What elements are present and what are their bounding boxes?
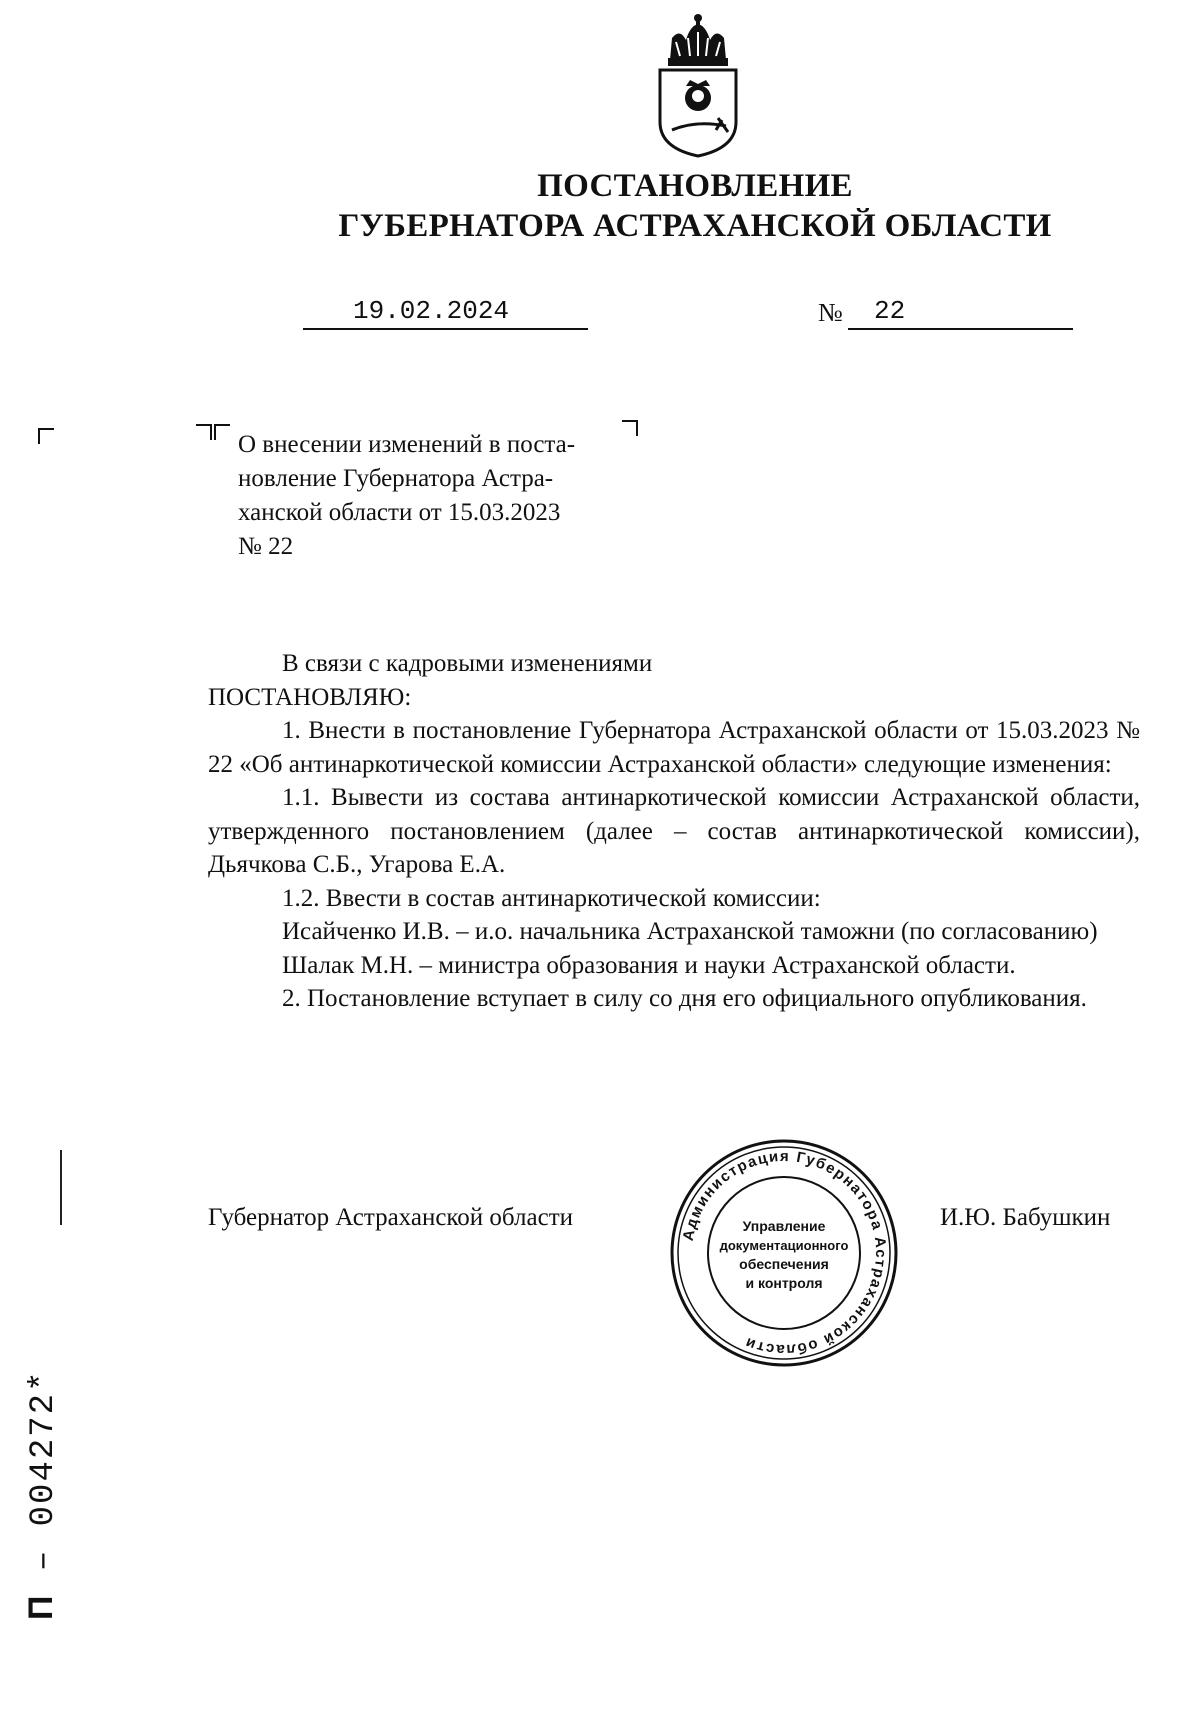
seal-center-line: обеспечения: [739, 1256, 829, 1272]
subject-line: ханской области от 15.03.2023: [238, 499, 561, 526]
body-paragraph: Шалак М.Н. – министра образования и науки Астраханской области.: [282, 951, 1016, 979]
margin-registration-code: [22, 1370, 63, 1620]
seal-center-line: документационного: [719, 1238, 849, 1253]
subject-line: О внесении изменений в поста-: [238, 431, 576, 458]
subject-line: новление Губернатора Астра-: [238, 465, 554, 492]
body-paragraph: ПОСТАНОВЛЯЮ:: [208, 683, 412, 711]
corner-mark-left: [38, 428, 54, 444]
svg-text:Администрация Губернатора Астр: [680, 1148, 889, 1358]
signer-name: И.Ю. Бабушкин: [940, 1204, 1111, 1231]
document-title-line1: ПОСТАНОВЛЕНИЕ: [537, 168, 853, 204]
document-date: 19.02.2024: [353, 296, 510, 326]
document-subject: [238, 428, 618, 564]
corner-mark-subject-left-a: [196, 424, 212, 440]
document-number: 22: [874, 296, 906, 326]
seal-center-line: и контроля: [745, 1275, 823, 1291]
date-field: [303, 296, 588, 330]
number-label: №: [818, 298, 843, 327]
subject-line: № 22: [238, 533, 294, 560]
number-field: [848, 296, 1073, 330]
body-paragraph: 1. Внести в постановление Губернатора Астраханской области от 15.03.2023 № 22 «Об антинаркотической комиссии Астраханской области» следующие изменения:: [208, 717, 1140, 778]
body-paragraph: 1.1. Вывести из состава антинаркотической комиссии Астраханской области, утвержденного постановлением (далее – состав антинаркотической комиссии), Дьячкова С.Б., Угарова Е.А.: [208, 784, 1140, 878]
seal-center-line: Управление: [742, 1218, 826, 1234]
body-paragraph: 1.2. Ввести в состав антинаркотической комиссии:: [282, 884, 821, 912]
body-paragraph: 2. Постановление вступает в силу со дня его официального опубликования.: [282, 985, 1087, 1012]
corner-mark-subject-left-b: [214, 424, 230, 440]
document-title-line2: ГУБЕРНАТОРА АСТРАХАНСКОЙ ОБЛАСТИ: [338, 208, 1052, 244]
margin-line: [60, 1150, 62, 1225]
coat-of-arms-emblem: [650, 10, 746, 160]
signer-position: Губернатор Астраханской области: [208, 1204, 574, 1231]
body-paragraph: Исайченко И.В. – и.о. начальника Астраханской таможни (по согласованию): [282, 918, 1098, 945]
margin-code-number: – 004272*: [25, 1369, 63, 1594]
document-body: [208, 647, 1140, 1016]
official-seal: [668, 1137, 900, 1369]
body-paragraph: В связи с кадровыми изменениями: [282, 650, 653, 677]
seal-ring-text: Администрация Губернатора Астраханской области: [679, 1147, 890, 1359]
margin-code-prefix: П: [22, 1593, 60, 1620]
corner-mark-subject-right: [622, 420, 638, 436]
